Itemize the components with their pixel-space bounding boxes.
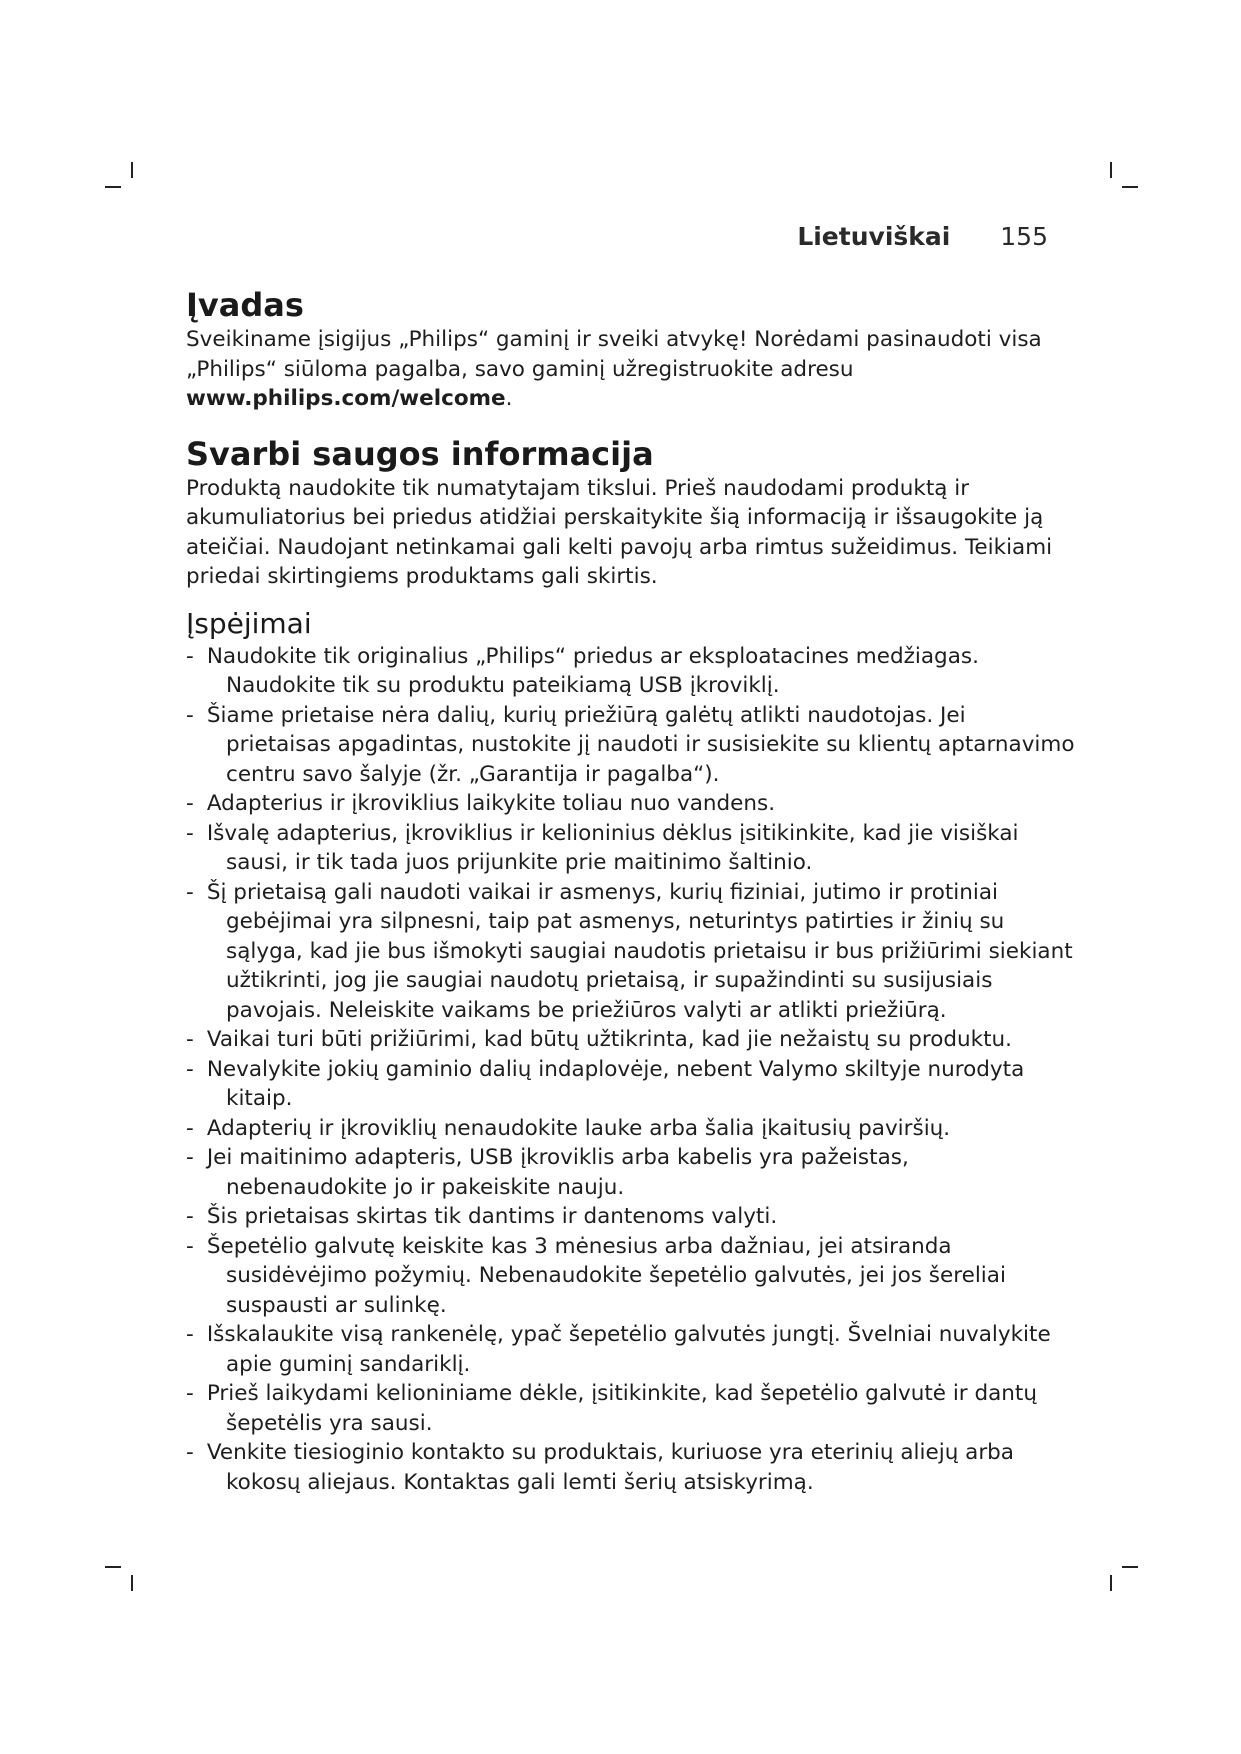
list-dash: - bbox=[186, 1204, 194, 1229]
crop-mark-top-left-v bbox=[131, 162, 133, 178]
list-dash: - bbox=[186, 1440, 194, 1465]
warning-item bbox=[186, 1379, 1076, 1438]
intro-paragraph bbox=[186, 325, 1076, 414]
crop-mark-top-right-v bbox=[1110, 162, 1112, 178]
warning-item bbox=[186, 1232, 1076, 1321]
warning-item bbox=[186, 1438, 1076, 1497]
warning-item bbox=[186, 789, 1076, 819]
intro-text: Sveikiname įsigijus „Philips“ gaminį ir sveiki atvykę! Norėdami pasinaudoti visa „Philips“ siūloma pagalba, savo gaminį užregistruokite adresu bbox=[186, 327, 1042, 382]
warning-item bbox=[186, 1143, 1076, 1202]
list-dash: - bbox=[186, 1322, 194, 1347]
list-dash: - bbox=[186, 1027, 194, 1052]
warning-item bbox=[186, 1025, 1076, 1055]
list-dash: - bbox=[186, 1145, 194, 1170]
page-content bbox=[186, 285, 1076, 1497]
intro-text-end: . bbox=[505, 386, 513, 411]
list-dash: - bbox=[186, 643, 194, 669]
warning-item bbox=[186, 819, 1076, 878]
warning-text: Šiame prietaise nėra dalių, kurių priežiūrą galėtų atlikti naudotojas. Jei prietaisas apgadintas, nustokite jį naudoti ir susisiekite su klientų aptarnavimo centru savo šalyje (žr. „Garantija ir pagalba“). bbox=[206, 702, 1075, 787]
list-dash: - bbox=[186, 879, 194, 905]
list-dash: - bbox=[186, 820, 194, 846]
list-dash: - bbox=[186, 702, 194, 728]
warning-item bbox=[186, 642, 1076, 701]
crop-mark-top-left-h bbox=[105, 186, 121, 188]
intro-title: Įvadas bbox=[186, 286, 304, 324]
warning-text: Adapterių ir įkroviklių nenaudokite lauke arba šalia įkaitusių paviršių. bbox=[206, 1115, 951, 1141]
warning-text: Šį prietaisą gali naudoti vaikai ir asmenys, kurių fiziniai, jutimo ir protiniai gebėjimai yra silpnesni, taip pat asmenys, neturintys patirties ir žinių su sąlyga, kad jie bus išmokyti saugiai naudotis prietaisu ir bus prižiūrimi siekiant užtikrinti, jog jie saugiai naudotų prietaisą, ir supažindinti su susijusiais pavojais. Neleiskite vaikams be priežiūros valyti ar atlikti priežiūrą. bbox=[206, 879, 1073, 1023]
warning-item bbox=[186, 701, 1076, 790]
crop-mark-bottom-left-v bbox=[131, 1575, 133, 1591]
crop-mark-bottom-left-h bbox=[105, 1566, 121, 1568]
crop-mark-bottom-right-v bbox=[1110, 1575, 1112, 1591]
page-header bbox=[797, 222, 1048, 251]
warning-text: Adapterius ir įkroviklius laikykite toliau nuo vandens. bbox=[206, 791, 776, 816]
warning-text: Išvalę adapterius, įkroviklius ir kelioninius dėklus įsitikinkite, kad jie visiškai sausi, ir tik tada juos prijunkite prie maitinimo šaltinio. bbox=[206, 820, 1019, 875]
list-dash: - bbox=[186, 1056, 194, 1082]
warning-item bbox=[186, 1055, 1076, 1114]
warning-text: Jei maitinimo adapteris, USB įkroviklis arba kabelis yra pažeistas, nebenaudokite jo ir pakeiskite nauju. bbox=[206, 1145, 909, 1200]
header-language: Lietuviškai bbox=[797, 222, 951, 251]
warning-text: Naudokite tik originalius „Philips“ priedus ar eksploatacines medžiagas. Naudokite tik su produktu pateikiamą USB įkroviklį. bbox=[206, 643, 979, 698]
warning-text: Prieš laikydami kelioniniame dėkle, įsitikinkite, kad šepetėlio galvutė ir dantų šepetėlis yra sausi. bbox=[206, 1381, 1037, 1436]
crop-mark-top-right-h bbox=[1122, 186, 1138, 188]
page-number: 155 bbox=[1000, 222, 1048, 251]
warnings-title: Įspėjimai bbox=[186, 606, 312, 640]
crop-mark-bottom-right-h bbox=[1122, 1566, 1138, 1568]
warning-text: Nevalykite jokių gaminio dalių indaplovėje, nebent Valymo skiltyje nurodyta kitaip. bbox=[206, 1056, 1025, 1111]
list-dash: - bbox=[186, 1233, 194, 1259]
warning-item bbox=[186, 1114, 1076, 1144]
list-dash: - bbox=[186, 1115, 194, 1141]
philips-welcome-link[interactable]: www.philips.com/welcome bbox=[186, 386, 506, 411]
warning-text: Šepetėlio galvutę keiskite kas 3 mėnesius arba dažniau, jei atsiranda susidėvėjimo požymių. Nebenaudokite šepetėlio galvutės, jei jos šereliai suspausti ar sulinkę. bbox=[206, 1233, 1006, 1318]
warnings-list bbox=[186, 642, 1076, 1498]
warning-text: Vaikai turi būti prižiūrimi, kad būtų užtikrinta, kad jie nežaistų su produktu. bbox=[206, 1027, 1012, 1052]
warning-text: Išskalaukite visą rankenėlę, ypač šepetėlio galvutės jungtį. Švelniai nuvalykite apie guminį sandariklį. bbox=[206, 1322, 1051, 1377]
warning-text: Šis prietaisas skirtas tik dantims ir dantenoms valyti. bbox=[206, 1204, 778, 1229]
warning-text: Venkite tiesioginio kontakto su produktais, kuriuose yra eterinių aliejų arba kokosų aliejaus. Kontaktas gali lemti šerių atsiskyrimą. bbox=[206, 1440, 1014, 1495]
safety-paragraph: Produktą naudokite tik numatytajam tikslui. Prieš naudodami produktą ir akumuliatorius bei priedus atidžiai perskaitykite šią informaciją ir išsaugokite ją ateičiai. Naudojant netinkamai gali kelti pavojų arba rimtus sužeidimus. Teikiami priedai skirtingiems produktams gali skirtis. bbox=[186, 475, 1053, 589]
warning-item bbox=[186, 878, 1076, 1026]
warning-item bbox=[186, 1320, 1076, 1379]
list-dash: - bbox=[186, 1381, 194, 1406]
list-dash: - bbox=[186, 791, 194, 816]
safety-title: Svarbi saugos informacija bbox=[186, 434, 654, 473]
warning-item bbox=[186, 1202, 1076, 1232]
